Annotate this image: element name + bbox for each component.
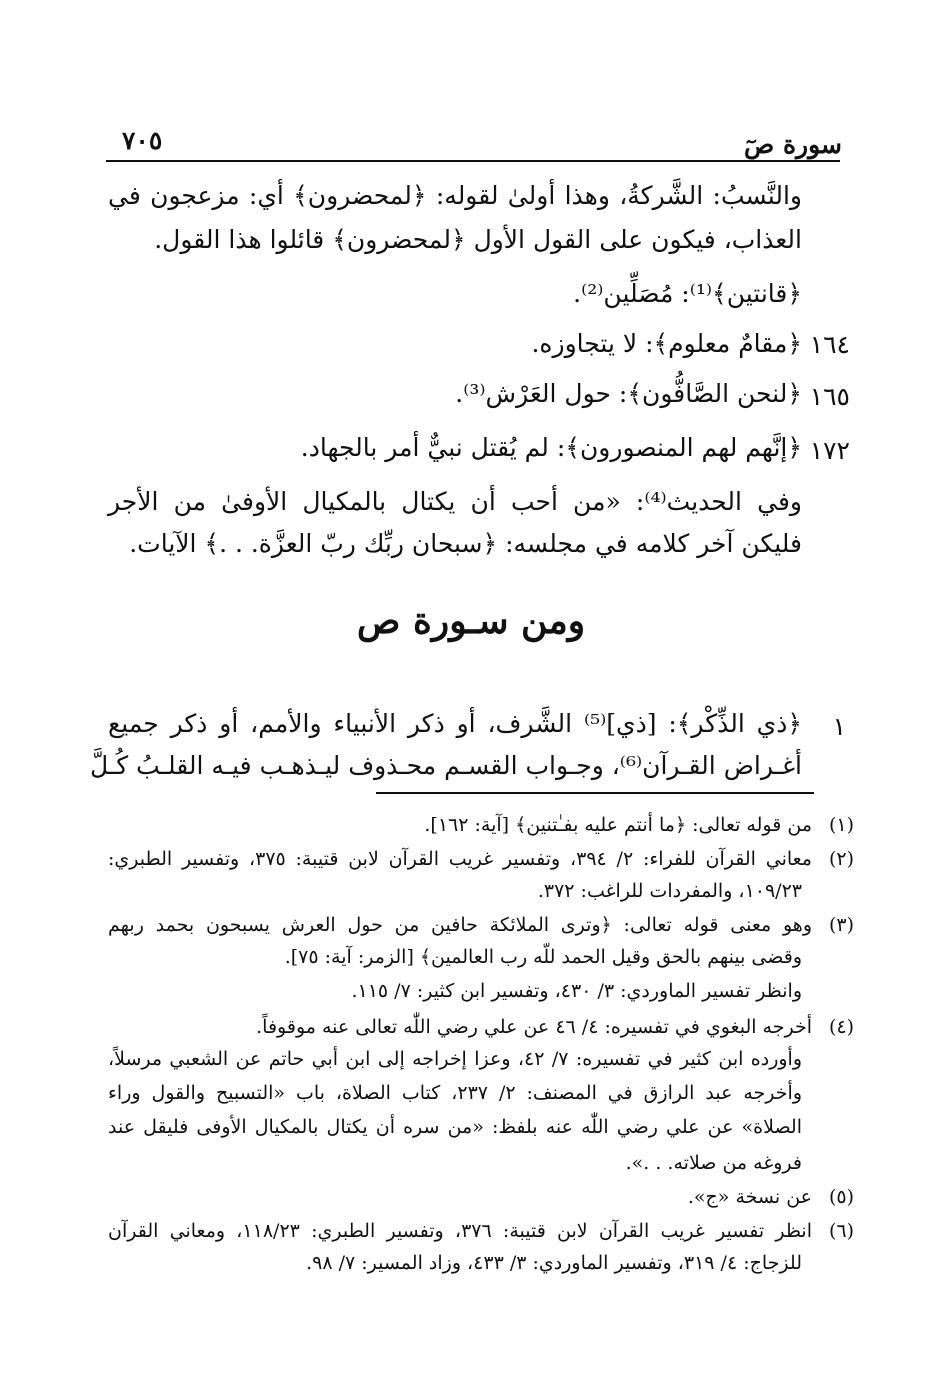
page-number: ٧٠٥ (122, 126, 163, 155)
footnote-line: وقضى بينهم بالحق وقيل الحمد للّه رب العالمين﴾ [الزمر: آية: ٧٥]. (284, 946, 802, 968)
running-title: سورة صٓ (744, 130, 842, 159)
paragraph-line: أغـراض القـرآن⁽⁶⁾، وجـواب القسـم محـذوف ليـذهـب فيـه القلـبُ كُـلَّ (90, 751, 802, 780)
paragraph-line: العذاب، فيكون على القول الأول ﴿لمحضرون﴾ قائلوا هذا القول. (154, 225, 802, 254)
footnote-line: للزجاج: ٤/ ٣١٩، وتفسير الماوردي: ٣/ ٤٣٣، وزاد المسير: ٧/ ٩٨. (306, 1252, 802, 1274)
paragraph-line: ﴿ذي الذِّكْر﴾: [ذي]⁽⁵⁾ الشَّرف، أو ذكر الأنبياء والأمم، أو ذكر جميع (108, 709, 802, 738)
footnote-line: انظر تفسير غريب القرآن لابن قتيبة: ٣٧٦، وتفسير الطبري: ١١٨/٢٣، ومعاني القرآن (108, 1220, 813, 1242)
verse-gloss: ﴿مقامٌ معلوم﴾: لا يتجاوزه. (531, 329, 802, 358)
paragraph-line: والنَّسبُ: الشَّركةُ، وهذا أولىٰ لقوله: ﴿لمحضرون﴾ أي: مزعجون في (108, 181, 802, 210)
footnote-number: (٤) (828, 1016, 854, 1038)
footnote-line: وهو معنى قوله تعالى: ﴿وترى الملائكة حافين من حول العرش يسبحون بحمد ربهم (108, 914, 812, 936)
verse-gloss: ﴿لنحن الصَّافُّون﴾: حول العَرْش⁽³⁾. (455, 379, 802, 408)
verse-number: ١٦٤ (809, 330, 850, 359)
footnote-number: (٦) (828, 1220, 854, 1242)
footnote-divider (376, 792, 814, 794)
header-divider (106, 160, 840, 162)
footnote-number: (٥) (828, 1186, 854, 1208)
footnote-number: (٣) (828, 914, 854, 936)
footnote-line: من قوله تعالى: ﴿ما أنتم عليه بفـٰتنين﴾ [آية: ١٦٢]. (424, 814, 812, 836)
verse-number: ١٧٢ (809, 436, 850, 465)
footnote-line: وانظر تفسير الماوردي: ٣/ ٤٣٠، وتفسير ابن كثير: ٧/ ١١٥. (351, 980, 802, 1002)
footnote-line: وأخرجه عبد الرازق في المصنف: ٢/ ٢٣٧، كتاب الصلاة، باب «التسبيح والقول وراء (108, 1082, 802, 1104)
qanitin-gloss: ﴿قانتين﴾⁽¹⁾: مُصَلِّين⁽²⁾. (573, 279, 802, 308)
footnote-line: الصلاة» عن علي رضي اللّٰه عنه بلفظ: «من سره أن يكتال بالمكيال الأوفى فليقل عند (108, 1116, 802, 1138)
footnote-number: (٢) (828, 848, 854, 870)
footnote-line: معاني القرآن للفراء: ٢/ ٣٩٤، وتفسير غريب القرآن لابن قتيبة: ٣٧٥، وتفسير الطبري: (108, 848, 812, 870)
surah-heading: ومن سـورة ص (356, 600, 586, 642)
footnote-line: ١٠٩/٢٣، والمفردات للراغب: ٣٧٢. (537, 880, 802, 902)
footnote-line: فروغه من صلاته. . .». (625, 1152, 802, 1174)
verse-number: ١٦٥ (809, 382, 850, 411)
paragraph-line: فليكن آخر كلامه في مجلسه: ﴿سبحان ربِّك ربّ العزَّة. . .﴾ الآيات. (129, 529, 802, 558)
verse-number: ١ (832, 712, 846, 741)
footnote-line: عن نسخة «ج». (687, 1186, 812, 1208)
verse-gloss: ﴿إنَّهم لهم المنصورون﴾: لم يُقتل نبيٌّ أمر بالجهاد. (300, 433, 802, 462)
footnote-line: وأورده ابن كثير في تفسيره: ٧/ ٤٢، وعزا إخراجه إلى ابن أبي حاتم عن الشعبي مرسلاً، (108, 1048, 802, 1070)
footnote-number: (١) (828, 814, 854, 836)
paragraph-line: وفي الحديث⁽⁴⁾: «من أحب أن يكتال بالمكيال الأوفىٰ من الأجر (108, 487, 802, 516)
footnote-line: أخرجه البغوي في تفسيره: ٤/ ٤٦ عن علي رضي اللّٰه تعالى عنه موقوفاً. (256, 1016, 812, 1038)
